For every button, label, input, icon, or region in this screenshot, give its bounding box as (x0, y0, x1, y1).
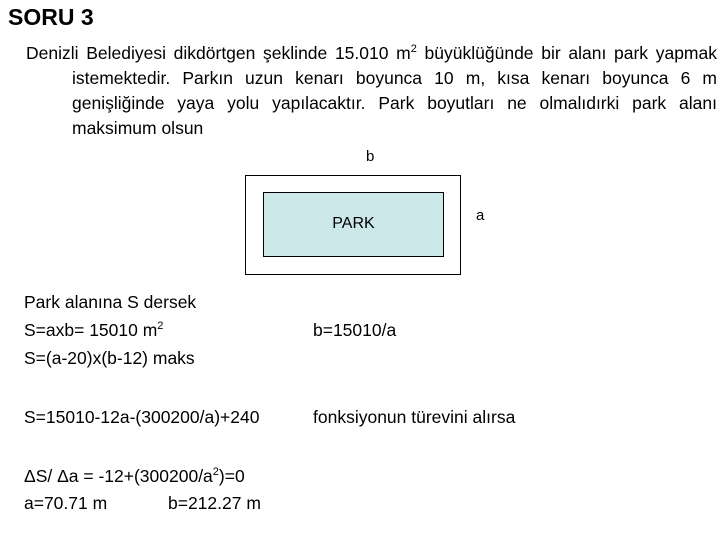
solution-line-2-superscript: 2 (157, 320, 164, 332)
problem-text-part1: Denizli Belediyesi dikdörtgen şeklinde 15.010 m (26, 43, 411, 63)
park-label: PARK (332, 215, 375, 232)
solution-b-formula: b=15010/a (313, 320, 397, 340)
problem-text-part2: büyüklüğünde bir alanı park yapmak istemektedir. Parkın uzun kenarı boyunca 10 m, kısa kenarı boyunca 6 m genişliğinde yaya yolu yapılacaktır. Park boyutları ne olmalıdırki park alanı maksimum olsun (72, 43, 717, 138)
solution-line-2-text: S=axb= 15010 m (24, 320, 158, 340)
slide-title: SORU 3 (8, 4, 94, 30)
derivative-superscript: 2 (212, 466, 219, 478)
problem-superscript: 2 (410, 43, 417, 55)
result-b: b=212.27 m (168, 493, 261, 513)
solution-line-4: S=15010-12a-(300200/a)+240 (24, 407, 260, 427)
result-a: a=70.71 m (24, 493, 108, 513)
solution-derivative (24, 466, 245, 487)
park-rectangle (263, 192, 444, 257)
derivative-end: )=0 (218, 466, 245, 486)
solution-line-1: Park alanına S dersek (24, 292, 197, 312)
solution-line-4-comment: fonksiyonun türevini alırsa (313, 407, 516, 427)
solution-line-3: S=(a-20)x(b-12) maks (24, 348, 195, 368)
diagram-label-b: b (366, 148, 375, 165)
derivative-text: ΔS/ Δa = -12+(300200/a (24, 466, 213, 486)
problem-text (26, 41, 717, 141)
solution-line-2 (24, 320, 163, 341)
diagram-label-a: a (476, 207, 485, 224)
